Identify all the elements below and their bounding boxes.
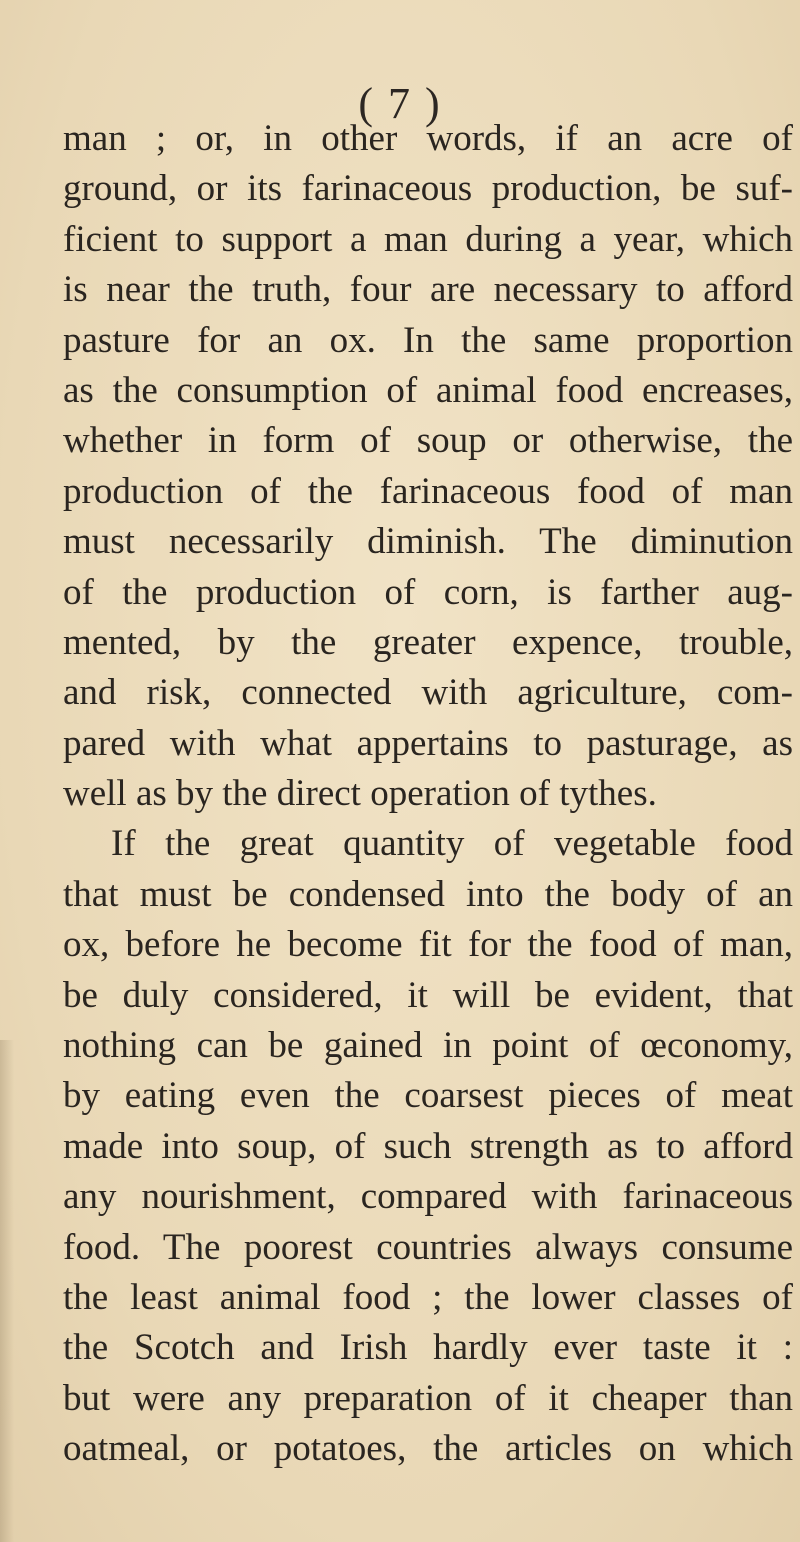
text-line: mented, by the greater expence, trouble, (63, 621, 793, 663)
text-line: by eating even the coarsest pieces of meat (63, 1075, 793, 1117)
text-line: any nourishment, compared with farinaceous (63, 1176, 793, 1218)
text-line: whether in form of soup or otherwise, the (63, 420, 793, 462)
text-line: is near the truth, four are necessary to afford (63, 269, 793, 311)
text-line: ficient to support a man during a year, which (63, 218, 793, 260)
text-line: food. The poorest countries always consume (63, 1226, 793, 1268)
text-line: of the production of corn, is farther aug- (63, 571, 793, 613)
text-line: the Scotch and Irish hardly ever taste it : (63, 1327, 793, 1369)
text-line: nothing can be gained in point of œconomy, (63, 1025, 793, 1067)
text-line: pared with what appertains to pasturage, as (63, 722, 793, 764)
text-line: ground, or its farinaceous production, be suf- (63, 168, 793, 210)
text-line: oatmeal, or potatoes, the articles on which (63, 1428, 793, 1470)
text-line: pasture for an ox. In the same proportion (63, 319, 793, 361)
text-line: man ; or, in other words, if an acre of (63, 118, 793, 159)
text-line: that must be condensed into the body of an (63, 873, 793, 915)
text-line: the least animal food ; the lower classes of (63, 1276, 793, 1318)
text-line: well as by the direct operation of tythes. (63, 773, 657, 815)
paragraph-start-line: If the great quantity of vegetable food (111, 823, 793, 865)
page-number: ( 7 ) (358, 79, 442, 128)
text-line: be duly considered, it will be evident, that (63, 974, 793, 1016)
page-binding-shadow (0, 1040, 14, 1542)
text-line: production of the farinaceous food of man (63, 470, 793, 512)
text-line: but were any preparation of it cheaper than (63, 1377, 793, 1419)
page-text (63, 114, 793, 1475)
text-line: as the consumption of animal food encreases, (63, 369, 793, 411)
text-line: must necessarily diminish. The diminution (63, 521, 793, 563)
text-line: ox, before he become fit for the food of man, (63, 924, 793, 966)
text-line: made into soup, of such strength as to afford (63, 1125, 793, 1167)
text-line: and risk, connected with agriculture, com- (63, 672, 793, 714)
